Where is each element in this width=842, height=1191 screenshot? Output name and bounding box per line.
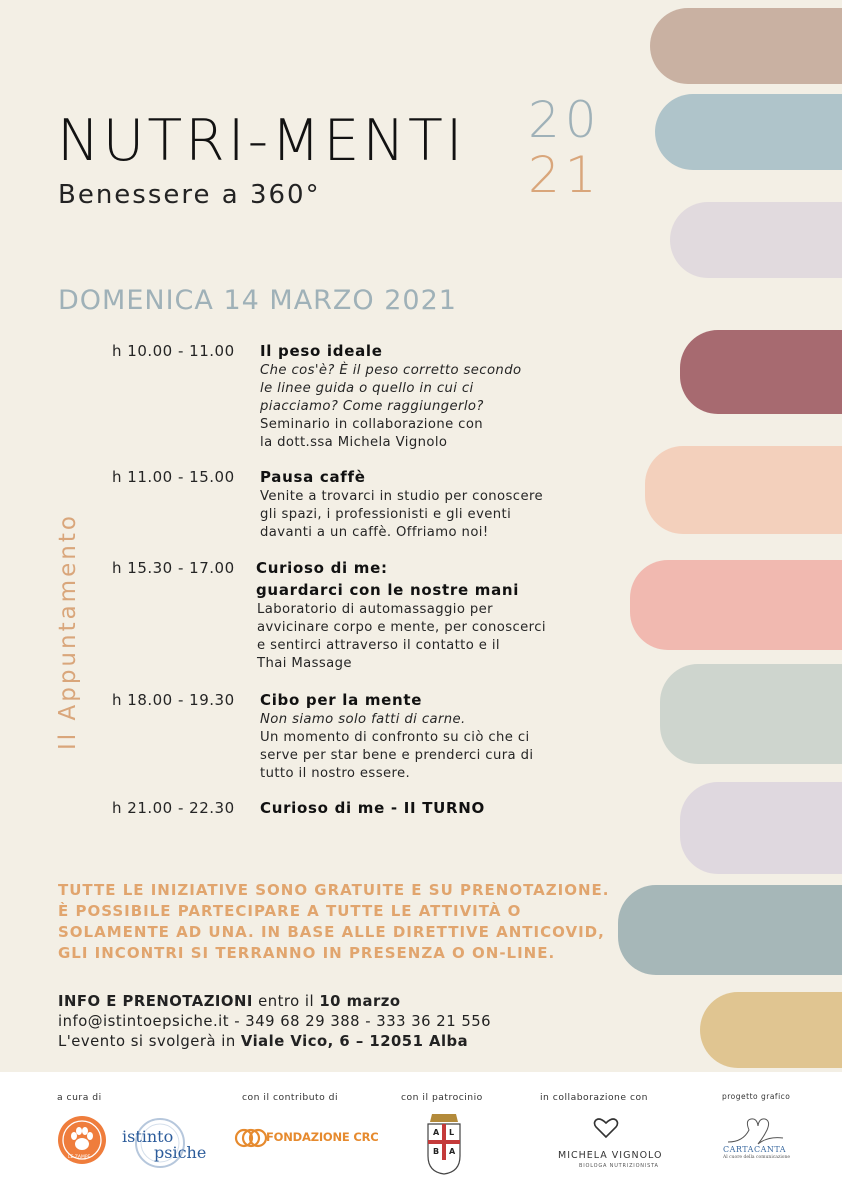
notice-block — [58, 880, 618, 964]
brush-stroke-pink — [630, 560, 842, 650]
fondazione-crc-logo — [234, 1127, 379, 1151]
istinto-text: istinto — [122, 1127, 174, 1146]
description-line: le linee guida o quello in cui ci — [260, 381, 474, 396]
info-line — [58, 992, 618, 1012]
description-line: serve per star bene e prenderci cura di — [260, 748, 534, 763]
brush-stroke-teal — [618, 885, 842, 975]
description-line: avvicinare corpo e mente, per conoscerci — [257, 620, 546, 635]
fondazione-text: FONDAZIONE CRC — [266, 1130, 379, 1144]
psiche-text: psiche — [154, 1143, 207, 1162]
credit-design: progetto grafico — [722, 1092, 791, 1101]
venue-prefix: L'evento si svolgerà in — [58, 1033, 241, 1050]
description-line: davanti a un caffè. Offriamo noi! — [260, 525, 489, 540]
description-line: Non siamo solo fatti di carne. — [260, 712, 466, 727]
schedule-time: h 18.00 - 19.30 — [112, 691, 235, 709]
description-line: la dott.ssa Michela Vignolo — [260, 435, 448, 450]
description-line: tutto il nostro essere. — [260, 766, 411, 781]
info-label: INFO E PRENOTAZIONI — [58, 993, 253, 1010]
schedule-description — [257, 601, 602, 673]
description-line: e sentirci attraverso il contatto e il — [257, 638, 500, 653]
venue-line — [58, 1032, 618, 1052]
info-deadline: 10 marzo — [319, 993, 401, 1010]
description-line: Thai Massage — [257, 656, 352, 671]
schedule-title: Curioso di me: — [256, 559, 388, 577]
istinto-psiche-logo — [118, 1112, 218, 1172]
schedule-title: Il peso ideale — [260, 342, 383, 360]
credit-curated: a cura di — [57, 1092, 102, 1103]
info-middle: entro il — [252, 993, 320, 1010]
notice-line: GLI INCONTRI SI TERRANNO IN PRESENZA O ON-LINE. — [58, 944, 556, 962]
michela-vignolo-logo — [548, 1117, 668, 1169]
crest-letter: B — [433, 1147, 440, 1156]
description-line: Venite a trovarci in studio per conoscere — [260, 489, 544, 504]
year-bottom: 21 — [528, 146, 602, 204]
brush-stroke-burgundy — [680, 330, 842, 414]
description-line: Un momento di confronto su ciò che ci — [260, 730, 530, 745]
crest-letter: A — [433, 1128, 440, 1137]
brush-stroke-sage — [660, 664, 842, 764]
info-block — [58, 992, 618, 1052]
schedule-title: Cibo per la mente — [260, 691, 423, 709]
description-line: gli spazi, i professionisti e gli eventi — [260, 507, 512, 522]
rings-icon — [234, 1127, 268, 1149]
michela-text: MICHELA VIGNOLO — [558, 1150, 663, 1161]
heart-line-icon — [723, 1112, 793, 1148]
schedule-title: Curioso di me - II TURNO — [260, 799, 486, 817]
brush-stroke-taupe — [650, 8, 842, 84]
schedule-time: h 10.00 - 11.00 — [112, 342, 235, 360]
event-date: DOMENICA 14 MARZO 2021 — [58, 285, 457, 316]
schedule-description — [260, 711, 605, 783]
credit-patronage: con il patrocinio — [401, 1092, 483, 1103]
description-line: Laboratorio di automassaggio per — [257, 602, 493, 617]
schedule-title: Pausa caffè — [260, 468, 366, 486]
schedule-time: h 21.00 - 22.30 — [112, 799, 235, 817]
side-label: Il Appuntamento — [55, 513, 81, 750]
michela-sub-text: BIOLOGA NUTRIZIONISTA — [579, 1163, 659, 1169]
brush-stroke-gold — [700, 992, 842, 1068]
notice-line: SOLAMENTE AD UNA. IN BASE ALLE DIRETTIVE ANTICOVID, — [58, 923, 605, 941]
brush-stroke-lilac — [680, 782, 842, 874]
credit-collaboration: in collaborazione con — [540, 1092, 648, 1103]
brush-stroke-peach — [645, 446, 842, 534]
main-title: NUTRI-MENTI — [57, 108, 466, 174]
cartacanta-logo — [723, 1112, 793, 1162]
description-line: Seminario in collaborazione con — [260, 417, 484, 432]
schedule-time: h 11.00 - 15.00 — [112, 468, 235, 486]
paw-logo — [57, 1115, 107, 1165]
cartacanta-sub-text: Al cuore della comunicazione — [723, 1155, 791, 1160]
contact-line[interactable]: info@istintoepsiche.it - 349 68 29 388 - 333 36 21 556 — [58, 1013, 492, 1030]
subtitle: Benessere a 360° — [58, 180, 321, 210]
crest-letter: L — [449, 1128, 455, 1137]
description-line: Che cos'è? È il peso corretto secondo — [260, 363, 522, 378]
venue-address: Viale Vico, 6 – 12051 Alba — [240, 1033, 469, 1050]
year-top: 20 — [528, 91, 602, 149]
credit-contribution: con il contributo di — [242, 1092, 339, 1103]
description-line: piacciamo? Come raggiungerlo? — [260, 399, 484, 414]
alba-crest-logo — [424, 1112, 464, 1176]
crest-icon — [424, 1112, 464, 1176]
crest-letter: A — [449, 1147, 456, 1156]
heart-icon — [593, 1117, 619, 1139]
notice-line: È POSSIBILE PARTECIPARE A TUTTE LE ATTIVITÀ O — [58, 902, 522, 920]
schedule-description — [260, 488, 605, 542]
brush-stroke-blue — [655, 94, 842, 170]
schedule-time: h 15.30 - 17.00 — [112, 559, 235, 577]
schedule-description — [260, 362, 605, 452]
brush-stroke-lavender — [670, 202, 842, 278]
cartacanta-text: CARTACANTA — [723, 1145, 787, 1154]
schedule-title-2: guardarci con le nostre mani — [256, 581, 520, 599]
notice-line: TUTTE LE INIZIATIVE SONO GRATUITE E SU PRENOTAZIONE. — [58, 881, 610, 899]
paw-logo-text: LE ZAMPE — [68, 1155, 91, 1160]
